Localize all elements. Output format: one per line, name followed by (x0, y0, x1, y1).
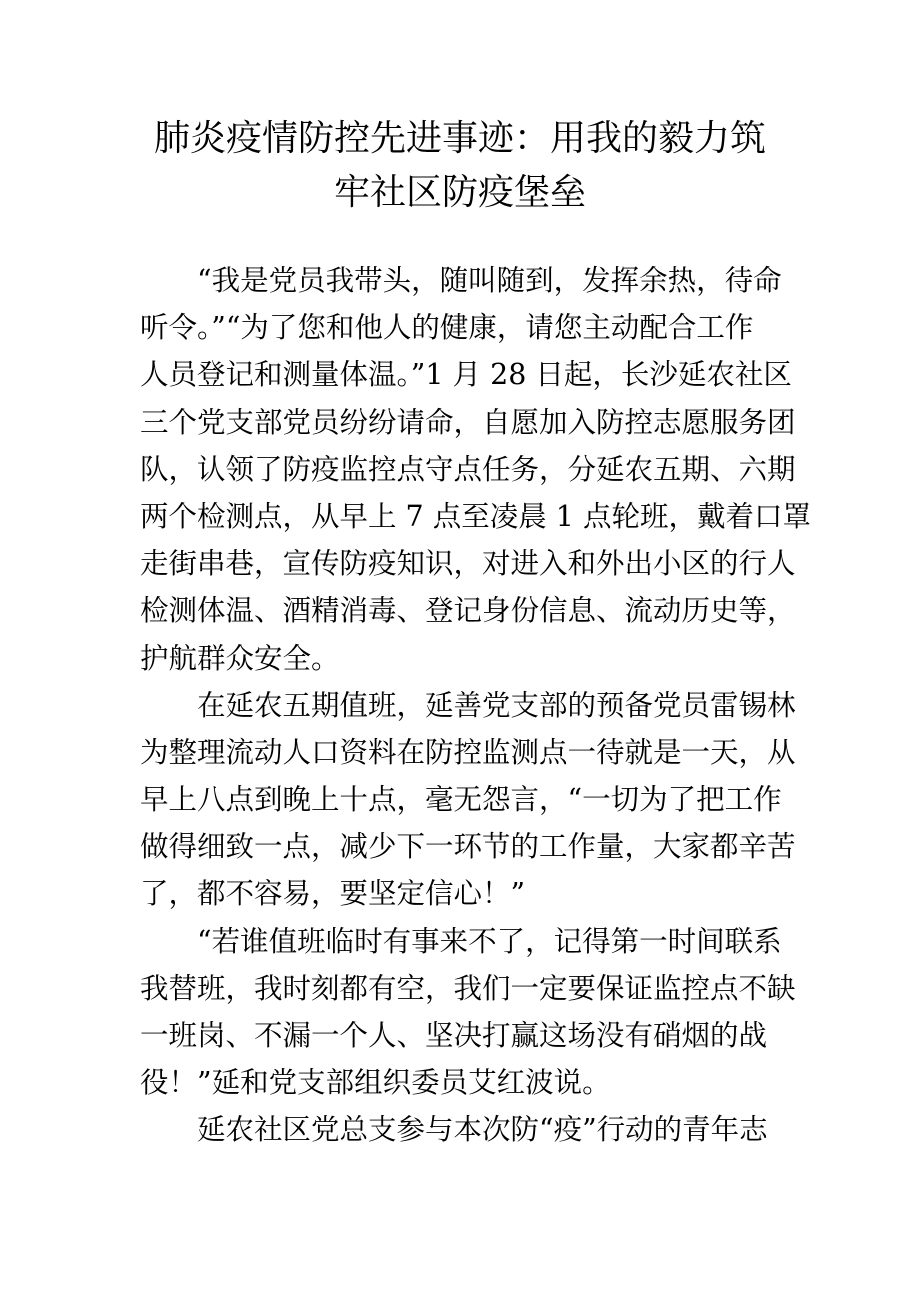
body-line-9: 护航群众安全。 (140, 641, 340, 675)
body-line-11: 为整理流动人口资料在防控监测点一待就是一天，从 (140, 735, 796, 769)
body-line-16: 我替班，我时刻都有空，我们一定要保证监控点不缺 (140, 971, 796, 1005)
body-line-18: 役！”延和党支部组织委员艾红波说。 (140, 1066, 611, 1100)
body-line-17: 一班岗、不漏一个人、坚决打赢这场没有硝烟的战 (140, 1019, 768, 1052)
body-line-4: 三个党支部党员纷纷请命，自愿加入防控志愿服务团 (140, 405, 796, 439)
body-line-1: “我是党员我带头，随叫随到，发挥余热，待命 (140, 264, 782, 297)
title-line-1: 肺炎疫情防控先进事迹：用我的毅力筑 (153, 118, 766, 159)
body-line-19: 延农社区党总支参与本次防“疫”行动的青年志 (140, 1113, 768, 1147)
body-line-15: “若谁值班临时有事来不了，记得第一时间联系 (140, 924, 782, 958)
body-line-12: 早上八点到晚上十点，毫无怨言，“一切为了把工作 (140, 783, 782, 817)
body-line-5: 队，认领了防疫监控点守点任务，分延农五期、六期 (140, 452, 796, 486)
body-line-3: 人员登记和测量体温。”1 月 28 日起，长沙延农社区 (140, 358, 792, 392)
body-line-10: 在延农五期值班，延善党支部的预备党员雷锡林 (140, 688, 796, 722)
document-body (140, 257, 812, 1154)
body-line-7: 走街串巷，宣传防疫知识，对进入和外出小区的行人 (140, 547, 796, 581)
body-line-13: 做得细致一点，减少下一环节的工作量，大家都辛苦 (140, 830, 796, 864)
body-line-8: 检测体温、酒精消毒、登记身份信息、流动历史等， (140, 594, 796, 628)
document-title (0, 112, 920, 220)
body-line-14: 了，都不容易，要坚定信心！” (140, 877, 526, 911)
body-line-2: 听令。”“为了您和他人的健康，请您主动配合工作 (140, 311, 754, 345)
body-line-6: 两个检测点，从早上 7 点至凌晨 1 点轮班，戴着口罩 (140, 499, 812, 533)
title-line-2: 牢社区防疫堡垒 (333, 172, 586, 213)
